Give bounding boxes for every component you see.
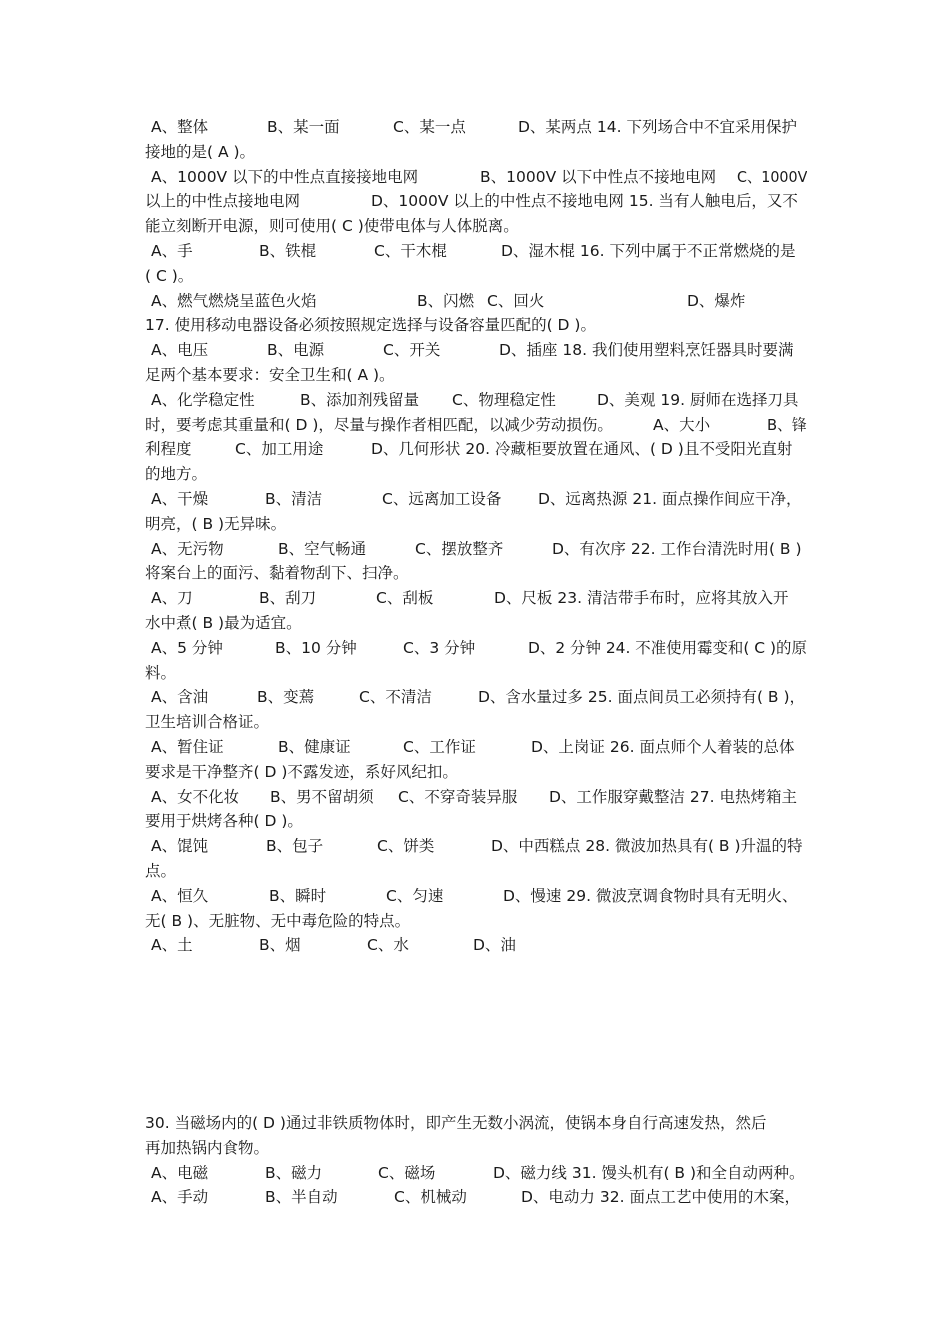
line-segment: 利程度 xyxy=(145,440,192,459)
text-line xyxy=(145,487,807,512)
line-segment: C、摆放整齐 xyxy=(415,539,504,558)
line-text: 要求是干净整齐( D )不露发迹，系好风纪扣。 xyxy=(145,762,458,781)
line-segment: C、远离加工设备 xyxy=(382,489,502,508)
line-segment: B、清洁 xyxy=(265,489,323,508)
text-line xyxy=(145,1111,807,1136)
text-line xyxy=(145,834,807,859)
text-line xyxy=(145,611,807,636)
question-block-30-32 xyxy=(145,1111,807,1210)
line-segment: A、1000V 以下的中性点直接接地电网 xyxy=(151,167,419,186)
line-segment: D、中西糕点 28. 微波加热具有( B )升温的特 xyxy=(491,837,803,856)
text-line xyxy=(145,264,807,289)
text-line xyxy=(145,685,807,710)
line-segment: B、某一面 xyxy=(267,118,340,136)
text-line xyxy=(145,760,807,785)
line-segment: C、干木棍 xyxy=(374,241,447,260)
text-line xyxy=(145,214,807,239)
line-segment: A、恒久 xyxy=(151,886,209,905)
line-segment: D、工作服穿戴整洁 27. 电热烤箱主 xyxy=(549,787,797,806)
line-segment: 以上的中性点接地电网 xyxy=(145,192,301,211)
line-segment: D、插座 18. 我们使用塑料烹饪器具时要满 xyxy=(499,341,794,360)
line-segment: D、含水量过多 25. 面点间员工必须持有( B )， xyxy=(478,688,806,707)
line-segment: A、电磁 xyxy=(151,1163,209,1182)
text-line xyxy=(145,338,807,363)
text-line xyxy=(145,1161,807,1186)
line-text: 接地的是( A )。 xyxy=(145,142,256,161)
line-segment: D、某两点 14. 下列场合中不宜采用保护 xyxy=(518,118,797,136)
line-segment: A、含油 xyxy=(151,688,209,707)
line-text: ( C )。 xyxy=(145,266,194,285)
line-segment: A、化学稳定性 xyxy=(151,390,255,409)
line-segment: C、某一点 xyxy=(393,118,466,136)
text-line xyxy=(145,289,807,314)
text-line xyxy=(145,115,807,140)
line-text: 17. 使用移动电器设备必须按照规定选择与设备容量匹配的( D )。 xyxy=(145,316,596,335)
line-segment: C、物理稳定性 xyxy=(452,390,556,409)
line-segment: B、10 分钟 xyxy=(275,638,357,657)
line-segment: B、烟 xyxy=(259,936,301,955)
line-segment: B、瞬时 xyxy=(269,886,327,905)
line-segment: A、手 xyxy=(151,241,193,260)
line-text: 将案台上的面污、黏着物刮下、扫净。 xyxy=(145,564,409,583)
line-segment: D、几何形状 20. 冷藏柜要放置在通风、( D )且不受阳光直射 xyxy=(371,440,793,459)
line-segment: A、干燥 xyxy=(151,489,209,508)
line-segment: D、油 xyxy=(473,936,516,955)
text-line xyxy=(145,140,807,165)
line-segment: D、慢速 29. 微波烹调食物时具有无明火、 xyxy=(503,886,798,905)
line-segment: D、2 分钟 24. 不准使用霉变和( C )的原 xyxy=(528,638,807,657)
line-segment: 时，要考虑其重量和( D )，尽量与操作者相匹配，以减少劳动损伤。 xyxy=(145,415,613,434)
line-text: 无( B )、无脏物、无中毒危险的特点。 xyxy=(145,911,411,930)
line-segment: D、有次序 22. 工作台清洗时用( B ) xyxy=(552,539,802,558)
line-segment: A、整体 xyxy=(151,118,209,136)
text-line xyxy=(145,537,807,562)
line-segment: B、健康证 xyxy=(278,737,351,756)
line-segment: B、电源 xyxy=(267,341,325,360)
line-segment: D、爆炸 xyxy=(687,291,746,310)
text-line xyxy=(145,933,807,958)
text-line xyxy=(145,561,807,586)
line-segment: B、半自动 xyxy=(265,1188,338,1207)
text-line xyxy=(145,785,807,810)
line-segment: B、铁棍 xyxy=(259,241,317,260)
line-segment: B、男不留胡须 xyxy=(270,787,374,806)
text-line xyxy=(145,413,807,438)
line-segment: D、磁力线 31. 馒头机有( B )和全自动两种。 xyxy=(493,1163,805,1182)
text-line xyxy=(145,586,807,611)
line-segment: A、电压 xyxy=(151,341,209,360)
line-segment: A、馄饨 xyxy=(151,837,209,856)
line-segment: D、远离热源 21. 面点操作间应干净， xyxy=(538,489,802,508)
line-text: 的地方。 xyxy=(145,465,208,484)
line-text: 卫生培训合格证。 xyxy=(145,713,270,732)
line-segment: A、暂住证 xyxy=(151,737,224,756)
text-line xyxy=(145,363,807,388)
line-segment: B、闪燃 xyxy=(417,291,475,310)
line-segment: C、水 xyxy=(367,936,409,955)
line-segment: C、饼类 xyxy=(377,837,435,856)
line-segment: C、开关 xyxy=(383,341,441,360)
line-segment: C、加工用途 xyxy=(235,440,324,459)
line-segment: A、土 xyxy=(151,936,193,955)
text-line xyxy=(145,1185,807,1210)
line-segment: C、工作证 xyxy=(403,737,476,756)
text-line xyxy=(145,165,807,190)
line-segment: D、1000V 以上的中性点不接地电网 15. 当有人触电后，又不 xyxy=(371,192,798,211)
line-segment: B、磁力 xyxy=(265,1163,323,1182)
line-segment: B、1000V 以下中性点不接地电网 xyxy=(480,167,717,186)
text-line xyxy=(145,809,807,834)
line-text: 能立刻断开电源，则可使用( C )使带电体与人体脱离。 xyxy=(145,217,519,236)
text-line xyxy=(145,884,807,909)
line-segment: A、女不化妆 xyxy=(151,787,240,806)
line-segment: B、刮刀 xyxy=(259,589,317,608)
line-segment: A、无污物 xyxy=(151,539,224,558)
line-text: 点。 xyxy=(145,861,177,880)
text-line xyxy=(145,909,807,934)
line-segment: D、尺板 23. 清洁带手布时，应将其放入开 xyxy=(494,589,789,608)
text-line xyxy=(145,189,807,214)
text-line xyxy=(145,388,807,413)
line-segment: D、湿木棍 16. 下列中属于不正常燃烧的是 xyxy=(501,241,796,260)
text-line xyxy=(145,437,807,462)
line-segment: B、锋 xyxy=(767,415,807,434)
line-segment: D、上岗证 26. 面点师个人着装的总体 xyxy=(531,737,795,756)
text-line xyxy=(145,1136,807,1161)
line-text: 30. 当磁场内的( D )通过非铁质物体时，即产生无数小涡流，使锅本身自行高速发热，然后 xyxy=(145,1114,767,1132)
line-segment: C、匀速 xyxy=(386,886,444,905)
line-segment: D、美观 19. 厨师在选择刀具 xyxy=(597,390,799,409)
line-text: 明亮，( B )无异味。 xyxy=(145,514,287,533)
line-text: 再加热锅内食物。 xyxy=(145,1138,270,1157)
line-segment: A、大小 xyxy=(653,415,711,434)
text-line xyxy=(145,239,807,264)
line-segment: C、机械动 xyxy=(394,1188,467,1207)
line-segment: C、3 分钟 xyxy=(403,638,476,657)
line-segment: B、变蔫 xyxy=(257,688,315,707)
question-block-14-29 xyxy=(145,115,807,958)
text-line xyxy=(145,735,807,760)
text-line xyxy=(145,636,807,661)
line-segment: A、刀 xyxy=(151,589,193,608)
line-segment: C、不清洁 xyxy=(359,688,432,707)
line-segment: B、包子 xyxy=(266,837,324,856)
text-line xyxy=(145,661,807,686)
line-segment: C、不穿奇装异服 xyxy=(398,787,518,806)
line-text: 料。 xyxy=(145,663,177,682)
line-text: 水中煮( B )最为适宜。 xyxy=(145,613,302,632)
line-segment: D、电动力 32. 面点工艺中使用的木案， xyxy=(521,1188,800,1207)
line-segment: C、回火 xyxy=(487,291,545,310)
line-segment: A、5 分钟 xyxy=(151,638,223,657)
line-segment: C、1000V xyxy=(737,167,807,186)
text-line xyxy=(145,462,807,487)
text-line xyxy=(145,512,807,537)
line-segment: C、磁场 xyxy=(378,1163,436,1182)
text-line xyxy=(145,710,807,735)
line-segment: A、手动 xyxy=(151,1188,209,1207)
text-line xyxy=(145,313,807,338)
text-line xyxy=(145,859,807,884)
line-segment: B、添加剂残留量 xyxy=(300,390,420,409)
line-segment: A、燃气燃烧呈蓝色火焰 xyxy=(151,291,317,310)
line-segment: B、空气畅通 xyxy=(278,539,367,558)
line-text: 要用于烘烤各种( D )。 xyxy=(145,812,303,831)
line-segment: C、刮板 xyxy=(376,589,434,608)
line-text: 足两个基本要求：安全卫生和( A )。 xyxy=(145,365,395,384)
